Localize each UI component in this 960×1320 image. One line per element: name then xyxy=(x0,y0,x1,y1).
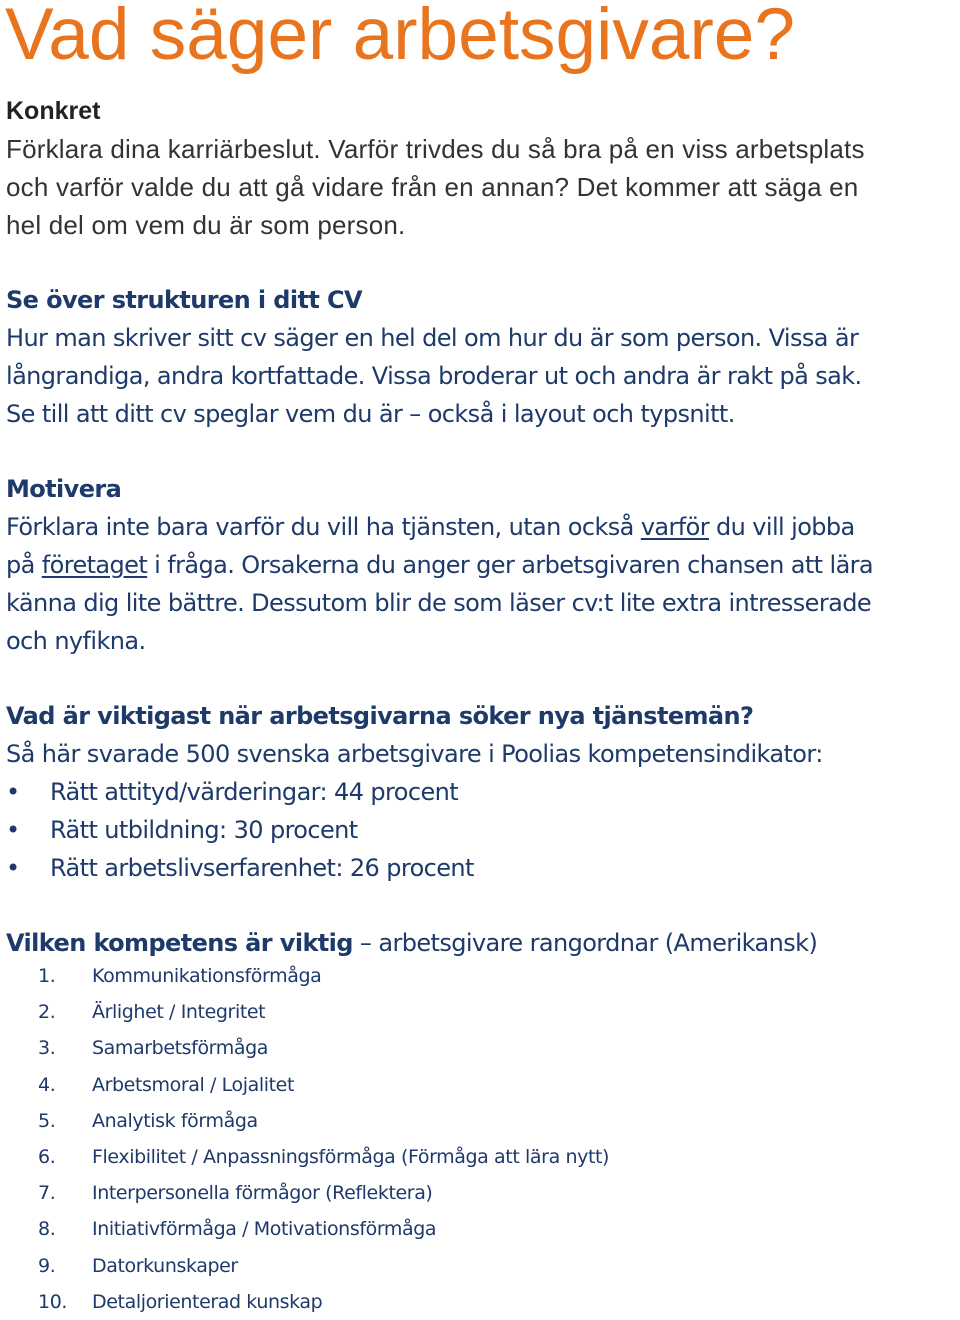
bullet-icon: • xyxy=(6,778,20,806)
ranked-list xyxy=(38,958,609,1320)
list-item xyxy=(6,773,960,811)
list-number: 10. xyxy=(38,1290,68,1313)
list-item xyxy=(38,1067,609,1103)
struktur-line: långrandiga, andra kortfattade. Vissa broderar ut och andra är rakt på sak. xyxy=(6,362,862,390)
section-heading-motivera: Motivera xyxy=(6,475,122,503)
list-item xyxy=(38,1284,609,1320)
section-heading-kompetens xyxy=(6,929,817,957)
list-item xyxy=(38,1248,609,1284)
bullet-icon: • xyxy=(6,816,20,844)
list-item xyxy=(38,1030,609,1066)
list-number: 6. xyxy=(38,1145,56,1168)
motivera-underlined-text: varför xyxy=(640,513,709,541)
list-number: 7. xyxy=(38,1182,56,1205)
bullet-text: Rätt utbildning: 30 procent xyxy=(50,816,358,844)
list-number: 1. xyxy=(38,965,56,987)
section-kompetens xyxy=(6,924,960,962)
bullet-text: Rätt arbetslivserfarenhet: 26 procent xyxy=(50,854,474,882)
motivera-line xyxy=(6,546,960,584)
motivera-line: och nyfikna. xyxy=(6,627,146,655)
list-number: 9. xyxy=(38,1254,56,1277)
konkret-line: hel del om vem du är som person. xyxy=(6,210,406,240)
list-number: 3. xyxy=(38,1037,56,1060)
list-number: 5. xyxy=(38,1109,56,1132)
konkret-line: och varför valde du att gå vidare från en annan? Det kommer att säga en xyxy=(6,172,859,202)
section-heading-konkret: Konkret xyxy=(6,97,101,125)
kompetens-heading-bold: Vilken kompetens är viktig xyxy=(6,929,353,957)
motivera-underlined-text: företaget xyxy=(41,551,148,579)
section-konkret xyxy=(6,92,960,244)
list-item xyxy=(38,1139,609,1175)
motivera-text: i fråga. Orsakerna du anger ger arbetsgivaren chansen att lära xyxy=(147,551,874,579)
list-item xyxy=(38,1211,609,1247)
konkret-line: Förklara dina karriärbeslut. Varför trivdes du så bra på en viss arbetsplats xyxy=(6,134,865,164)
list-label: Interpersonella förmågor (Reflektera) xyxy=(92,1182,433,1205)
list-number: 4. xyxy=(38,1073,56,1096)
motivera-line xyxy=(6,508,960,546)
list-number: 2. xyxy=(38,1001,56,1024)
list-label: Datorkunskaper xyxy=(92,1254,238,1277)
page-title: Vad säger arbetsgivare? xyxy=(5,0,795,75)
list-item xyxy=(6,849,960,887)
list-label: Samarbetsförmåga xyxy=(92,1037,269,1060)
list-label: Kommunikationsförmåga xyxy=(92,965,322,987)
list-item xyxy=(38,958,609,994)
bullet-text: Rätt attityd/värderingar: 44 procent xyxy=(50,778,459,806)
list-label: Arbetsmoral / Lojalitet xyxy=(92,1073,294,1096)
list-number: 8. xyxy=(38,1218,56,1241)
motivera-text: på xyxy=(6,551,42,579)
motivera-line: känna dig lite bättre. Dessutom blir de som läser cv:t lite extra intresserade xyxy=(6,589,872,617)
section-motivera xyxy=(6,470,960,660)
section-viktigast xyxy=(6,697,960,887)
list-label: Detaljorienterad kunskap xyxy=(92,1290,323,1313)
motivera-text: du vill jobba xyxy=(709,513,855,541)
bullet-icon: • xyxy=(6,854,20,882)
list-label: Initiativförmåga / Motivationsförmåga xyxy=(92,1218,437,1241)
section-heading-struktur: Se över strukturen i ditt CV xyxy=(6,286,362,314)
struktur-line: Se till att ditt cv speglar vem du är – också i layout och typsnitt. xyxy=(6,400,735,428)
struktur-line: Hur man skriver sitt cv säger en hel del om hur du är som person. Vissa är xyxy=(6,324,859,352)
list-label: Flexibilitet / Anpassningsförmåga (Förmåga att lära nytt) xyxy=(92,1145,610,1168)
list-item xyxy=(38,1175,609,1211)
section-heading-viktigast: Vad är viktigast när arbetsgivarna söker nya tjänstemän? xyxy=(6,702,754,730)
list-label: Ärlighet / Integritet xyxy=(92,1001,266,1024)
section-struktur xyxy=(6,281,960,433)
list-item xyxy=(38,1103,609,1139)
bullet-list xyxy=(6,773,960,887)
list-label: Analytisk förmåga xyxy=(92,1109,258,1132)
list-item xyxy=(6,811,960,849)
motivera-text: Förklara inte bara varför du vill ha tjänsten, utan också xyxy=(6,513,641,541)
kompetens-heading-rest: – arbetsgivare rangordnar (Amerikansk) xyxy=(352,929,818,957)
viktigast-intro: Så här svarade 500 svenska arbetsgivare i Poolias kompetensindikator: xyxy=(6,740,823,768)
list-item xyxy=(38,994,609,1030)
